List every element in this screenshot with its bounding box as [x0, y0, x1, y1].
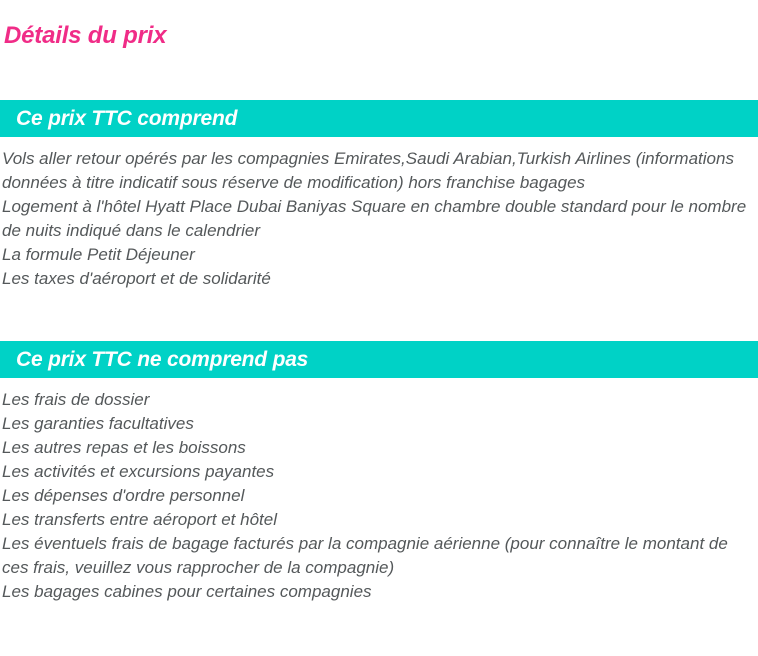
not-included-items-list	[0, 378, 758, 604]
included-item-breakfast: La formule Petit Déjeuner	[2, 245, 195, 264]
not-included-item-fees: Les frais de dossier	[2, 390, 150, 409]
not-included-item-meals: Les autres repas et les boissons	[2, 438, 246, 457]
not-included-item-transfers: Les transferts entre aéroport et hôtel	[2, 510, 277, 529]
section-header-included-label: Ce prix TTC comprend	[16, 106, 238, 130]
not-included-item-personal: Les dépenses d'ordre personnel	[2, 486, 245, 505]
section-header-not-included	[0, 341, 758, 378]
not-included-item-activities: Les activités et excursions payantes	[2, 462, 275, 481]
included-item-flights: Vols aller retour opérés par les compagnies Emirates,Saudi Arabian,Turkish Airlines (informations données à titre indicatif sous réserve de modification) hors franchise bagages	[2, 149, 734, 192]
included-items-list	[0, 137, 758, 291]
page-title: Détails du prix	[4, 22, 167, 49]
included-item-hotel: Logement à l'hôtel Hyatt Place Dubai Baniyas Square en chambre double standard pour le nombre de nuits indiqué dans le calendrier	[2, 197, 747, 240]
section-header-not-included-label: Ce prix TTC ne comprend pas	[16, 347, 309, 371]
included-item-taxes: Les taxes d'aéroport et de solidarité	[2, 269, 271, 288]
not-included-item-baggage-fees: Les éventuels frais de bagage facturés par la compagnie aérienne (pour connaître le montant de ces frais, veuillez vous rapprocher de la compagnie)	[2, 534, 728, 577]
not-included-item-cabin-bags: Les bagages cabines pour certaines compagnies	[2, 582, 372, 601]
not-included-item-guarantees: Les garanties facultatives	[2, 414, 194, 433]
section-header-included	[0, 100, 758, 137]
